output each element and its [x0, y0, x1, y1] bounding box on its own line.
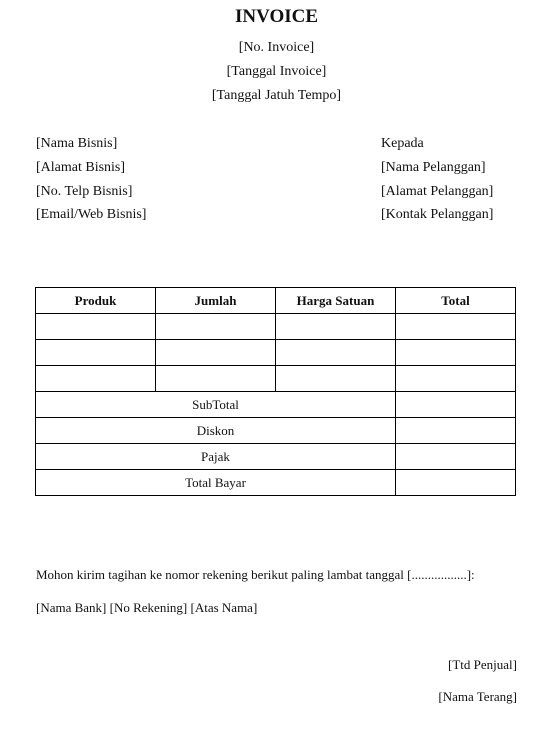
summary-row-total-bayar [36, 470, 516, 496]
seller-phone: [No. Telp Bisnis] [36, 184, 133, 199]
invoice-number: [No. Invoice] [238, 40, 315, 55]
cell-produk [36, 314, 156, 340]
customer-address: [Alamat Pelanggan] [381, 184, 494, 199]
cell-harga [276, 340, 396, 366]
invoice-date: [Tanggal Invoice] [226, 64, 327, 79]
cell-jumlah [156, 340, 276, 366]
seller-email: [Email/Web Bisnis] [36, 207, 147, 222]
cell-jumlah [156, 314, 276, 340]
bank-info: [Nama Bank] [No Rekening] [Atas Nama] [36, 600, 258, 615]
invoice-table [35, 287, 516, 496]
summary-row-subtotal [36, 392, 516, 418]
cell-total [396, 366, 516, 392]
table-row [36, 314, 516, 340]
cell-harga [276, 314, 396, 340]
header-total: Total [396, 288, 516, 314]
invoice-title: INVOICE [234, 6, 319, 27]
customer-heading: Kepada [381, 136, 424, 151]
summary-row-pajak [36, 444, 516, 470]
summary-value [396, 444, 516, 470]
summary-row-diskon [36, 418, 516, 444]
cell-total [396, 340, 516, 366]
summary-label: Pajak [36, 444, 396, 470]
table-row [36, 366, 516, 392]
due-date: [Tanggal Jatuh Tempo] [211, 88, 342, 103]
table-header-row [36, 288, 516, 314]
summary-label: Diskon [36, 418, 396, 444]
header-harga-satuan: Harga Satuan [276, 288, 396, 314]
seller-name: [Nama Bisnis] [36, 136, 118, 151]
summary-value [396, 470, 516, 496]
seller-address: [Alamat Bisnis] [36, 160, 126, 175]
summary-value [396, 418, 516, 444]
cell-jumlah [156, 366, 276, 392]
summary-value [396, 392, 516, 418]
customer-name: [Nama Pelanggan] [381, 160, 486, 175]
signature: [Ttd Penjual] [448, 657, 517, 672]
cell-produk [36, 340, 156, 366]
payment-note: Mohon kirim tagihan ke nomor rekening berikut paling lambat tanggal [.................]: [36, 567, 475, 582]
header-jumlah: Jumlah [156, 288, 276, 314]
cell-produk [36, 366, 156, 392]
header-produk: Produk [36, 288, 156, 314]
cell-total [396, 314, 516, 340]
printed-name: [Nama Terang] [438, 689, 517, 704]
customer-contact: [Kontak Pelanggan] [381, 207, 494, 222]
cell-harga [276, 366, 396, 392]
summary-label: Total Bayar [36, 470, 396, 496]
table-row [36, 340, 516, 366]
summary-label: SubTotal [36, 392, 396, 418]
